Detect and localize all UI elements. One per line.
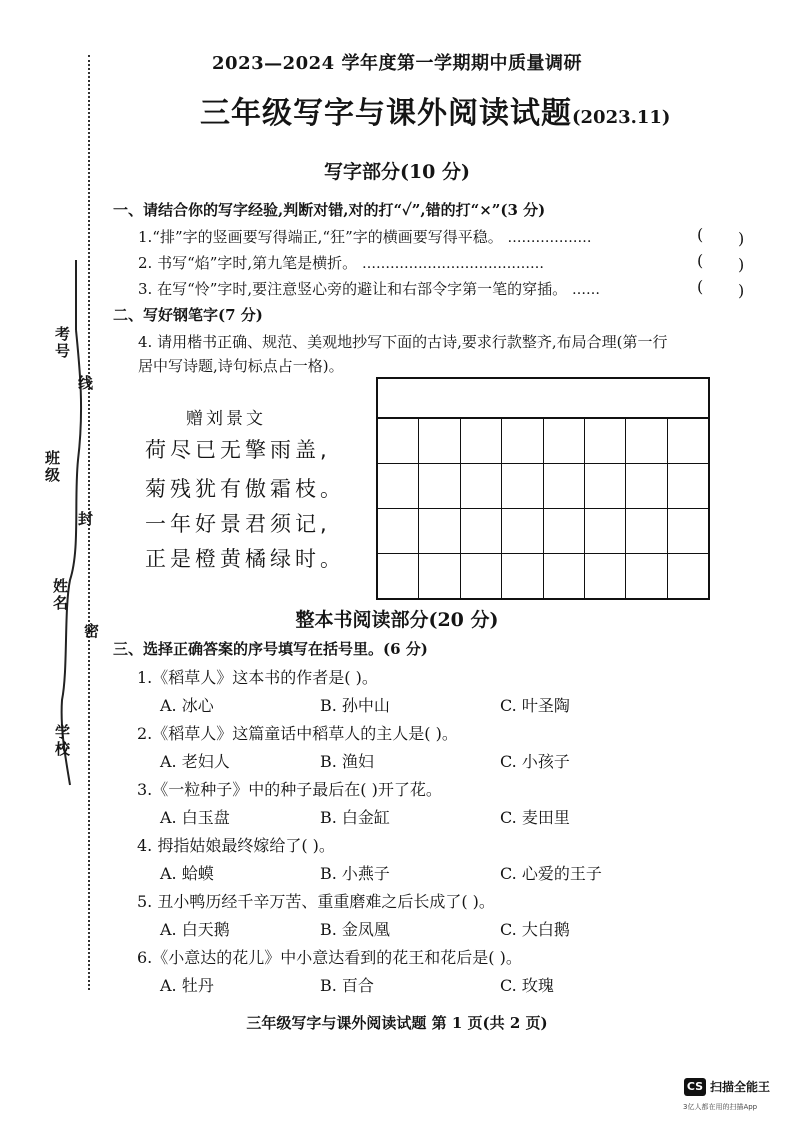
main-title-text: 三年级写字与课外阅读试题 bbox=[200, 96, 572, 131]
poem-line-4: 正是橙黄橘绿时。 bbox=[145, 547, 345, 571]
grid-cell[interactable] bbox=[585, 554, 626, 598]
rq4-option-c[interactable]: C. 心爱的王子 bbox=[500, 864, 602, 883]
grid-cell[interactable] bbox=[626, 419, 667, 463]
reading-question-6: 6.《小意达的花儿》中小意达看到的花王和花后是( )。 bbox=[137, 948, 522, 967]
binding-mark-xian: 线 bbox=[78, 374, 94, 392]
rq3-option-a[interactable]: A. 白玉盘 bbox=[160, 808, 230, 827]
rq1-option-c[interactable]: C. 叶圣陶 bbox=[500, 696, 570, 715]
grid-cell[interactable] bbox=[544, 419, 585, 463]
rq4-option-a[interactable]: A. 蛤蟆 bbox=[160, 864, 214, 883]
grid-cell[interactable] bbox=[419, 419, 460, 463]
grid-cell[interactable] bbox=[544, 509, 585, 553]
copy-writing-grid[interactable] bbox=[376, 377, 710, 600]
poem-line-3: 一年好景君须记, bbox=[145, 512, 331, 536]
q1-item-1-dots: ……………… bbox=[507, 230, 592, 246]
grid-cell[interactable] bbox=[502, 464, 543, 508]
answer-paren-open-2[interactable]: ( bbox=[697, 251, 704, 270]
grid-cell[interactable] bbox=[502, 509, 543, 553]
grid-cell[interactable] bbox=[378, 419, 419, 463]
grid-cell[interactable] bbox=[419, 464, 460, 508]
grid-cell[interactable] bbox=[461, 509, 502, 553]
grid-row bbox=[378, 509, 708, 554]
rq1-option-a[interactable]: A. 冰心 bbox=[160, 696, 214, 715]
poem-line-1: 荷尽已无擎雨盖, bbox=[145, 438, 331, 462]
rq2-option-b[interactable]: B. 渔妇 bbox=[320, 752, 374, 771]
rq4-option-b[interactable]: B. 小燕子 bbox=[320, 864, 390, 883]
rq6-option-a[interactable]: A. 牡丹 bbox=[160, 976, 214, 995]
grid-cell[interactable] bbox=[668, 509, 708, 553]
exam-no-label: 考号 bbox=[53, 326, 71, 360]
grid-row bbox=[378, 464, 708, 509]
page-footer: 三年级写字与课外阅读试题 第 1 页(共 2 页) bbox=[246, 1014, 548, 1032]
grid-cell[interactable] bbox=[668, 419, 708, 463]
answer-paren-open-3[interactable]: ( bbox=[697, 277, 704, 296]
answer-paren-close-1: ) bbox=[738, 229, 745, 248]
reading-question-1: 1.《稻草人》这本书的作者是( )。 bbox=[137, 668, 378, 687]
camscanner-name: 扫描全能王 bbox=[710, 1080, 771, 1094]
grid-row bbox=[378, 419, 708, 464]
grid-cell[interactable] bbox=[378, 509, 419, 553]
poem-title: 赠刘景文 bbox=[186, 409, 266, 429]
main-title bbox=[200, 88, 670, 132]
q1-item-3 bbox=[138, 278, 600, 299]
rq1-option-b[interactable]: B. 孙中山 bbox=[320, 696, 390, 715]
rq5-option-c[interactable]: C. 大白鹅 bbox=[500, 920, 570, 939]
grid-cell[interactable] bbox=[461, 464, 502, 508]
rq5-option-a[interactable]: A. 白天鹅 bbox=[160, 920, 230, 939]
answer-paren-close-2: ) bbox=[738, 255, 745, 274]
q2-instruction-line1: 4. 请用楷书正确、规范、美观地抄写下面的古诗,要求行款整齐,布局合理(第一行 bbox=[138, 333, 668, 351]
grid-cell[interactable] bbox=[419, 554, 460, 598]
reading-question-4: 4. 拇指姑娘最终嫁给了( )。 bbox=[137, 836, 335, 855]
grid-cell[interactable] bbox=[461, 419, 502, 463]
poem-line-2: 菊残犹有傲霜枝。 bbox=[145, 477, 345, 501]
reading-question-5: 5. 丑小鸭历经千辛万苦、重重磨难之后长成了( )。 bbox=[137, 892, 495, 911]
binding-mark-mi: 密 bbox=[84, 622, 100, 640]
grid-cell[interactable] bbox=[378, 464, 419, 508]
q1-item-3-text: 3. 在写“怜”字时,要注意竖心旁的避让和右部令字第一笔的穿插。 bbox=[138, 280, 568, 298]
answer-paren-close-3: ) bbox=[738, 281, 745, 300]
q1-item-1-text: 1.“排”字的竖画要写得端正,“狂”字的横画要写得平稳。 bbox=[138, 228, 503, 246]
name-label: 姓名 bbox=[51, 578, 69, 612]
grid-cell[interactable] bbox=[419, 509, 460, 553]
grid-cell[interactable] bbox=[668, 554, 708, 598]
exam-date: (2023.11) bbox=[572, 107, 671, 128]
grid-cell[interactable] bbox=[585, 509, 626, 553]
grid-cell[interactable] bbox=[585, 464, 626, 508]
grid-cell[interactable] bbox=[502, 419, 543, 463]
reading-section-heading: 整本书阅读部分(20 分) bbox=[295, 609, 499, 631]
rq2-option-c[interactable]: C. 小孩子 bbox=[500, 752, 570, 771]
grid-cell[interactable] bbox=[626, 509, 667, 553]
q1-item-2 bbox=[138, 252, 544, 273]
school-label: 学校 bbox=[53, 724, 71, 758]
grid-cell[interactable] bbox=[585, 419, 626, 463]
grid-cell[interactable] bbox=[668, 464, 708, 508]
grid-cell[interactable] bbox=[544, 554, 585, 598]
binding-curve bbox=[40, 250, 110, 790]
q2-instruction-line2: 居中写诗题,诗句标点占一格)。 bbox=[138, 357, 344, 375]
class-label: 班级 bbox=[43, 450, 61, 484]
rq2-option-a[interactable]: A. 老妇人 bbox=[160, 752, 230, 771]
camscanner-logo-icon: CS bbox=[684, 1078, 706, 1096]
rq5-option-b[interactable]: B. 金凤凰 bbox=[320, 920, 390, 939]
rq6-option-b[interactable]: B. 百合 bbox=[320, 976, 374, 995]
q1-item-2-dots: ………………………………… bbox=[361, 256, 544, 272]
question3-heading: 三、选择正确答案的序号填写在括号里。(6 分) bbox=[113, 640, 428, 658]
camscanner-tagline: 3亿人都在用的扫描App bbox=[683, 1103, 758, 1111]
reading-question-2: 2.《稻草人》这篇童话中稻草人的主人是( )。 bbox=[137, 724, 458, 743]
rq3-option-c[interactable]: C. 麦田里 bbox=[500, 808, 570, 827]
reading-question-3: 3.《一粒种子》中的种子最后在( )开了花。 bbox=[137, 780, 442, 799]
answer-paren-open-1[interactable]: ( bbox=[697, 225, 704, 244]
grid-row bbox=[378, 554, 708, 598]
grid-cell[interactable] bbox=[626, 464, 667, 508]
grid-cell[interactable] bbox=[461, 554, 502, 598]
q1-item-3-dots: …… bbox=[571, 282, 600, 298]
q1-item-1 bbox=[138, 226, 592, 247]
rq3-option-b[interactable]: B. 白金缸 bbox=[320, 808, 390, 827]
grid-cell[interactable] bbox=[502, 554, 543, 598]
rq6-option-c[interactable]: C. 玫瑰 bbox=[500, 976, 554, 995]
grid-cell[interactable] bbox=[626, 554, 667, 598]
grid-cell[interactable] bbox=[544, 464, 585, 508]
question2-heading: 二、写好钢笔字(7 分) bbox=[113, 306, 263, 324]
grid-cell[interactable] bbox=[378, 554, 419, 598]
q1-item-2-text: 2. 书写“焰”字时,第九笔是横折。 bbox=[138, 254, 358, 272]
binding-mark-feng: 封 bbox=[78, 510, 94, 528]
year-line: 2023—2024 学年度第一学期期中质量调研 bbox=[212, 53, 582, 74]
question1-heading: 一、请结合你的写字经验,判断对错,对的打“✓”,错的打“×”(3 分) bbox=[113, 201, 546, 219]
grid-title-row[interactable] bbox=[378, 379, 708, 419]
writing-section-heading: 写字部分(10 分) bbox=[323, 161, 471, 183]
